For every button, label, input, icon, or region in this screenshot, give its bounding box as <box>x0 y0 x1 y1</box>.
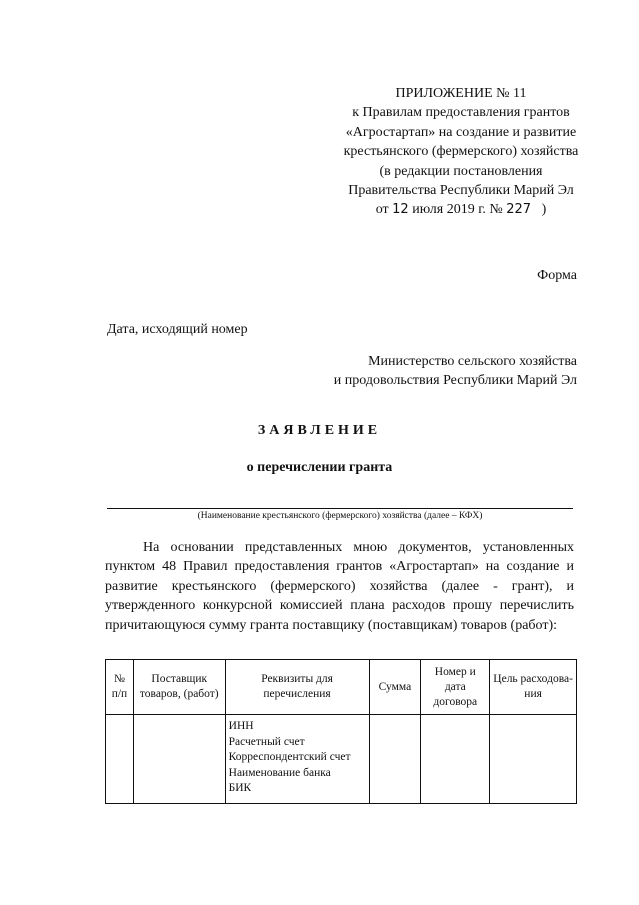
requisite-bank-name: Наименование банка <box>228 766 331 779</box>
from-prefix: от <box>375 202 389 218</box>
cell-requisites <box>225 715 369 804</box>
header-num: № п/п <box>106 660 134 715</box>
resolution-close-paren: ) <box>541 202 547 218</box>
farm-name-caption: (Наименование крестьянского (фермерского) хозяйства (далее – КФХ) <box>197 511 483 521</box>
header-purpose: Цель расходова-ния <box>490 660 577 715</box>
date-number-label: Дата, исходящий номер <box>107 322 248 337</box>
cell-num <box>106 715 134 804</box>
appendix-line-1: к Правилам предоставления грантов <box>352 105 570 121</box>
resolution-day: 12 <box>392 202 409 218</box>
body-paragraph: На основании представленных мною документов, установленных пунктом 48 Правил предоставления грантов «Агростартап» на создание и развитие крестьянского (фермерского) хозяйства (далее - грант), и утвержденного конкурсной комиссией плана расходов прошу перечислить причитающуюся сумму гранта поставщику (поставщикам) товаров (работ): <box>105 540 574 633</box>
cell-purpose <box>490 715 577 804</box>
farm-name-line <box>107 508 573 509</box>
requisite-bik: БИК <box>228 782 252 794</box>
table-row <box>106 715 577 804</box>
addressee-block <box>334 352 577 390</box>
appendix-line-4: (в редакции постановления <box>379 163 543 179</box>
header-sum: Сумма <box>369 660 421 715</box>
appendix-resolution-line <box>296 200 626 219</box>
appendix-line-2: «Агростартап» на создание и развитие <box>345 124 577 140</box>
cell-supplier <box>133 715 225 804</box>
appendix-title: ПРИЛОЖЕНИЕ № 11 <box>395 86 527 101</box>
header-supplier: Поставщик товаров, (работ) <box>133 660 225 715</box>
addressee-line-2: и продовольствия Республики Марий Эл <box>333 373 577 388</box>
cell-contract <box>421 715 490 804</box>
cell-sum <box>369 715 421 804</box>
appendix-block <box>296 84 626 220</box>
table-header-row <box>106 660 577 715</box>
header-contract: Номер и дата договора <box>421 660 490 715</box>
requisite-inn: ИНН <box>228 720 254 732</box>
form-label: Форма <box>537 268 577 283</box>
appendix-line-5: Правительства Республики Марий Эл <box>348 183 574 199</box>
document-subtitle: о перечислении гранта <box>246 460 393 475</box>
requisite-corr-account: Корреспондентский счет <box>228 751 351 763</box>
resolution-month-year: июля 2019 г. № <box>412 202 503 218</box>
document-title: ЗАЯВЛЕНИЕ <box>257 423 382 438</box>
header-requisites: Реквизиты для перечисления <box>225 660 369 715</box>
grant-table <box>105 659 577 804</box>
appendix-line-3: крестьянского (фермерского) хозяйства <box>343 144 579 160</box>
addressee-line-1: Министерство сельского хозяйства <box>368 354 577 369</box>
requisite-account: Расчетный счет <box>228 735 305 748</box>
resolution-number: 227 <box>506 202 532 218</box>
